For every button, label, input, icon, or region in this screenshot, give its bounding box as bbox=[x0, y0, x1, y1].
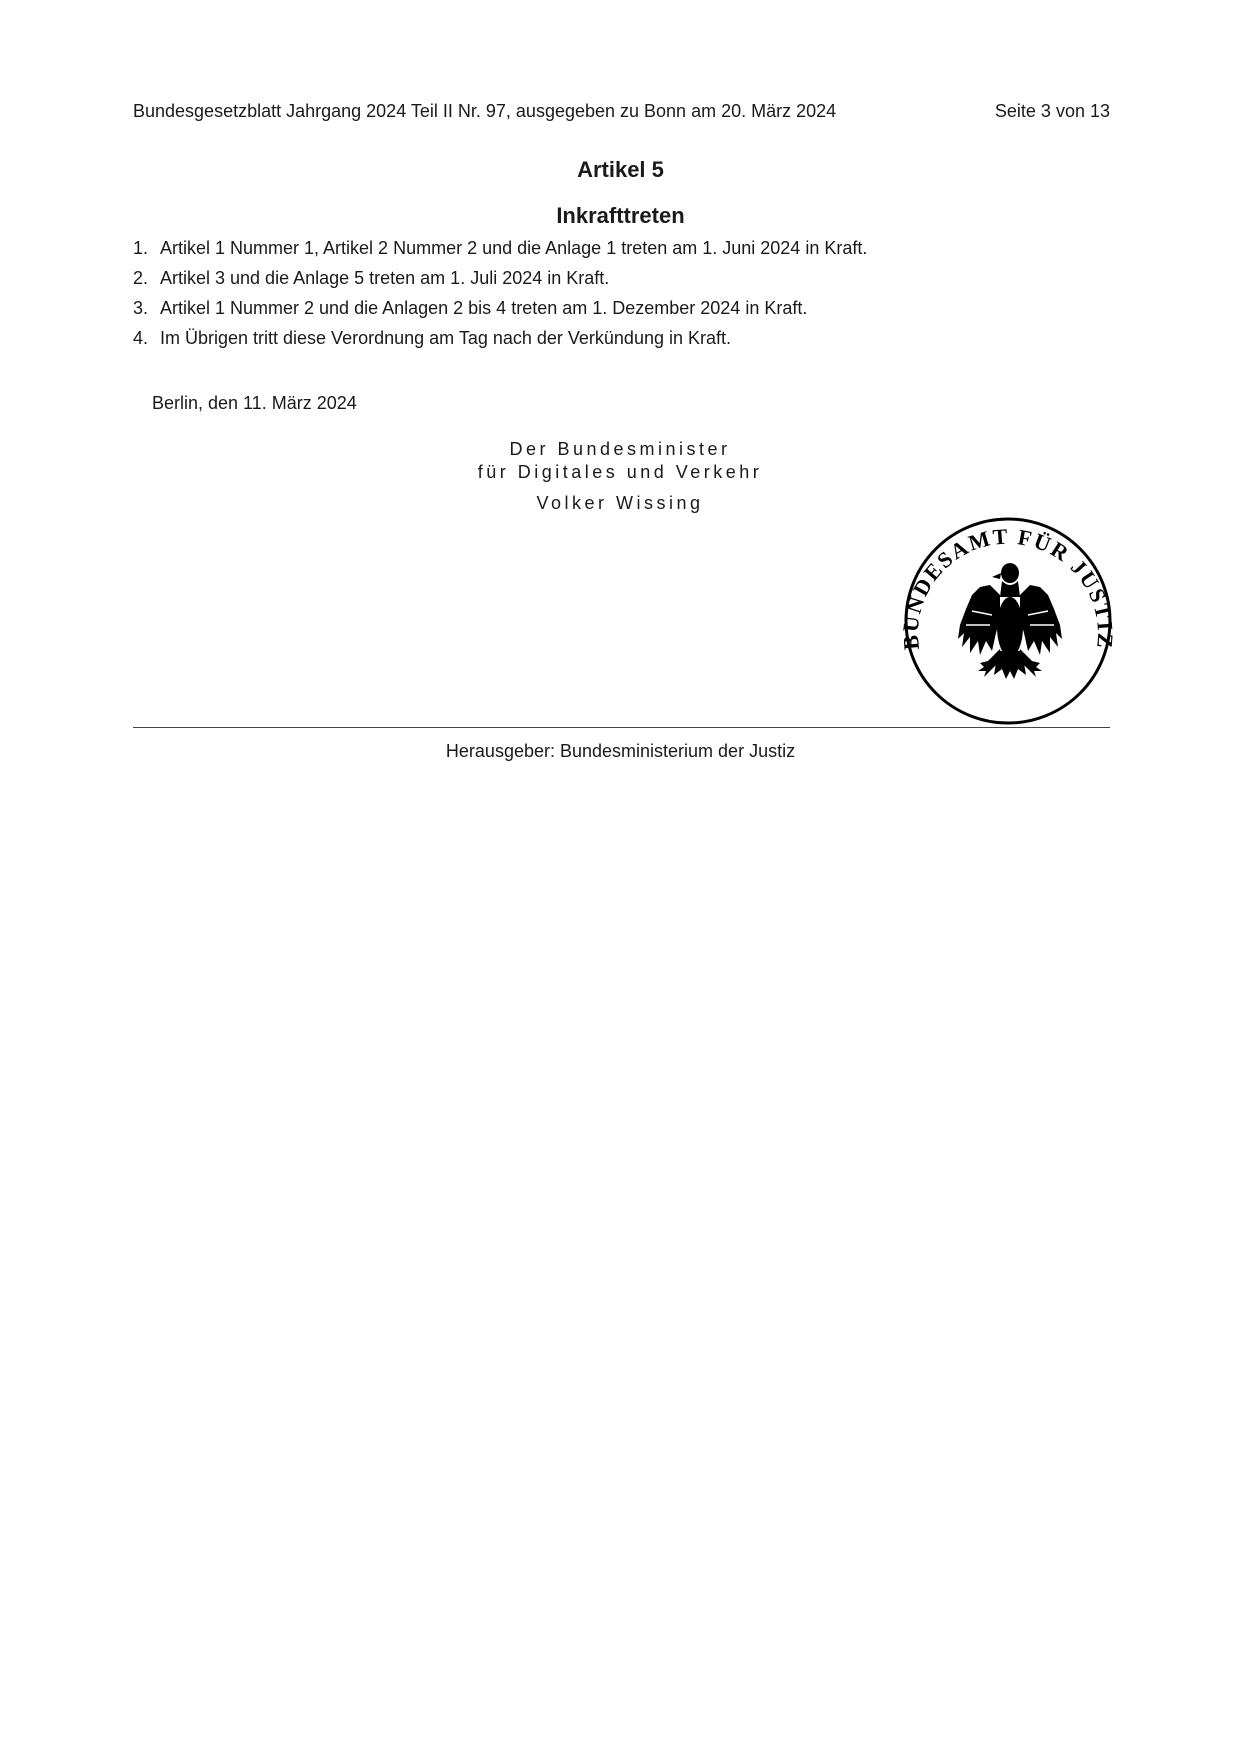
place-date: Berlin, den 11. März 2024 bbox=[152, 393, 357, 413]
item-number: 4. bbox=[133, 328, 149, 348]
item-number: 2. bbox=[133, 268, 149, 288]
list-item bbox=[133, 296, 1110, 326]
signature-block bbox=[380, 438, 860, 515]
gazette-reference: Bundesgesetzblatt Jahrgang 2024 Teil II Nr. 97, ausgegeben zu Bonn am 20. März 2024 bbox=[133, 101, 837, 121]
page-header bbox=[133, 99, 1110, 123]
article-title: Inkrafttreten bbox=[556, 203, 685, 228]
page-number: Seite 3 von 13 bbox=[994, 101, 1110, 121]
provision-list bbox=[133, 236, 1110, 356]
list-item bbox=[133, 326, 1110, 356]
signatory-ministry: für Digitales und Verkehr bbox=[477, 462, 763, 482]
list-item bbox=[133, 266, 1110, 296]
item-number: 3. bbox=[133, 298, 149, 318]
signatory-title: Der Bundesminister bbox=[509, 439, 731, 459]
item-text: Im Übrigen tritt diese Verordnung am Tag nach der Verkündung in Kraft. bbox=[160, 328, 731, 348]
publisher-note: Herausgeber: Bundesministerium der Justiz bbox=[445, 741, 796, 761]
article-number: Artikel 5 bbox=[577, 157, 664, 182]
seal-text: NDESAMT FÜR JUS bbox=[902, 523, 1113, 617]
official-seal bbox=[902, 515, 1114, 727]
signatory-name: Volker Wissing bbox=[536, 493, 704, 513]
item-number: 1. bbox=[133, 238, 149, 258]
list-item bbox=[133, 236, 1110, 266]
item-text: Artikel 1 Nummer 1, Artikel 2 Nummer 2 und die Anlage 1 treten am 1. Juni 2024 in Kraft. bbox=[160, 238, 868, 258]
item-text: Artikel 1 Nummer 2 und die Anlagen 2 bis 4 treten am 1. Dezember 2024 in Kraft. bbox=[160, 298, 808, 318]
item-text: Artikel 3 und die Anlage 5 treten am 1. Juli 2024 in Kraft. bbox=[160, 268, 610, 288]
federal-eagle-icon bbox=[902, 515, 1114, 727]
footer-divider bbox=[133, 727, 1110, 728]
